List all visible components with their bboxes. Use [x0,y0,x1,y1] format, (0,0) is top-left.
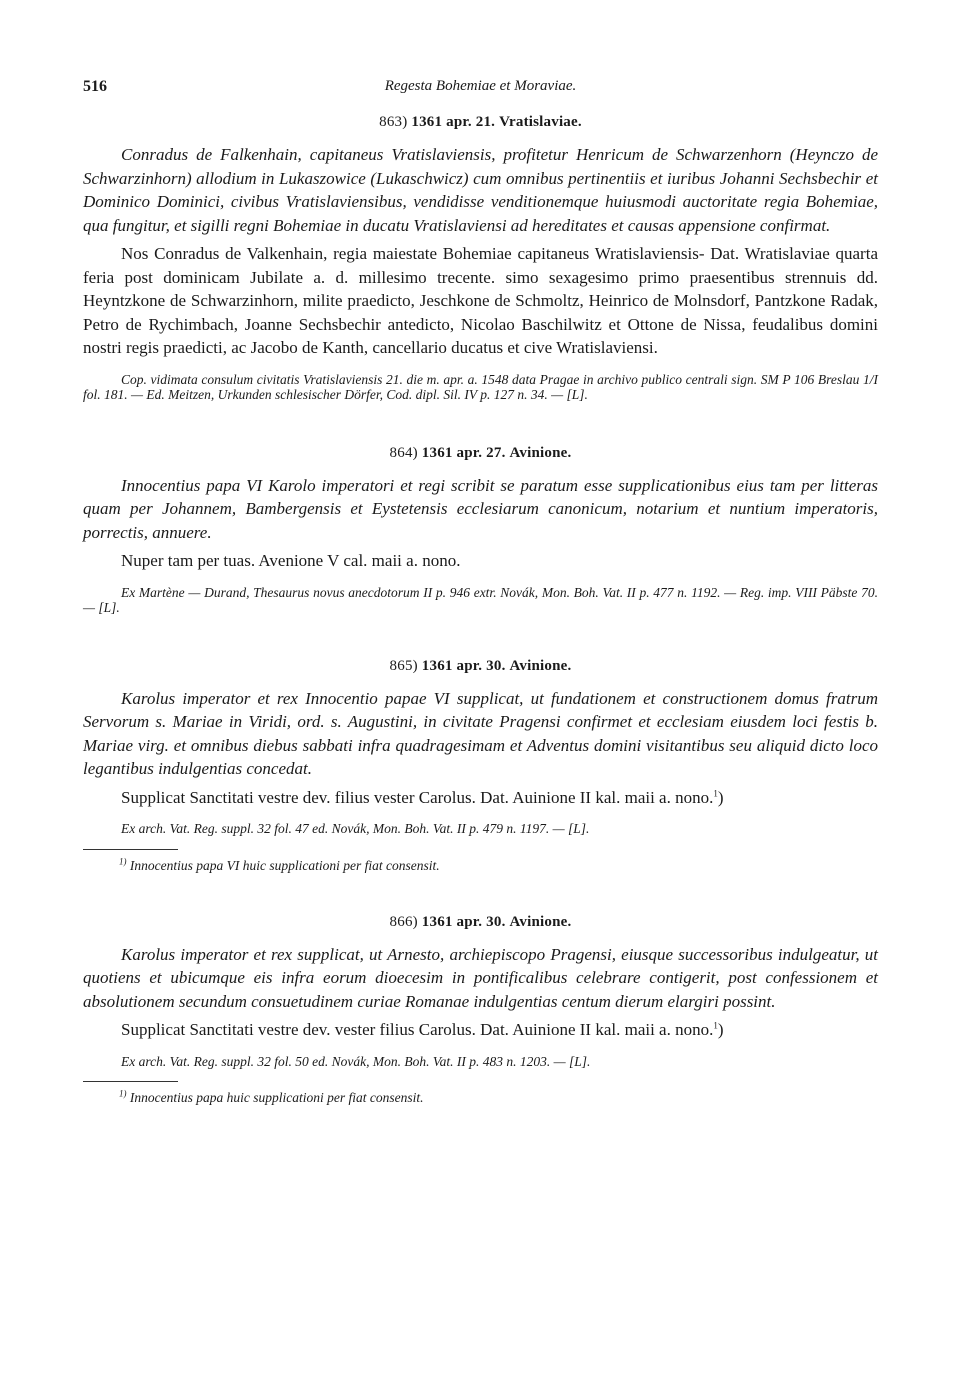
footnote [83,1081,878,1106]
entry-heading [83,914,878,931]
footnote [83,849,878,874]
entry-date: 1361 apr. 21. [411,114,496,130]
page-number: 516 [83,78,107,95]
entry-text: Nos Conradus de Valkenhain, regia maiestate Bohemiae capitaneus Wratislaviensis- Dat. Wratislaviae quarta feria post dominicam Jubilate a. d. millesimo trecente. simo sexagesimo primo praesentibus strennuis dd. Heyntzkone de Schwarzinhorn, milite praedicto, Jeschkone de Schmoltz, Heinrico de Molnsdorf, Pantzkone Radak, Petro de Rychimbach, Joanne Sechsbechir antedicto, Nicolao Baschilwitz et Ottone de Nissa, feudalibus domini nostri regis praedicti, ac Jacobo de Kanth, cancellario ducatus et cive Wratislaviensi. [83,244,878,357]
footnote-mark: 1) [119,1088,127,1099]
footnote-text: Innocentius papa huic supplicationi per fiat consensit. [129,1090,424,1105]
footnote-rule [83,1081,178,1082]
entry-number: 866) [389,913,418,930]
entry-date: 1361 apr. 30. [421,913,506,930]
entry-source: Ex arch. Vat. Reg. suppl. 32 fol. 50 ed. Novák, Mon. Boh. Vat. II p. 483 n. 1203. — [L]. [121,1053,591,1069]
entry-heading [83,445,878,462]
running-title: Regesta Bohemiae et Moraviae. [384,78,577,94]
entry-text-body: Supplicat Sanctitati vestre dev. filius vester Carolus. Dat. Auinione II kal. maii a. nono. [121,787,714,807]
document-page [83,72,878,1106]
entry-863 [83,114,878,403]
entry-date: 1361 apr. 27. [421,444,506,461]
entry-number: 864) [389,444,418,461]
entry-text: Supplicat Sanctitati vestre dev. vester filius Carolus. Dat. Auinione II kal. maii a. nono.$^1$) [121,1020,724,1039]
entry-date: 1361 apr. 30. [421,657,506,674]
entry-regest: Karolus imperator et rex supplicat, ut Arnesto, archiepiscopo Pragensi, eiusque successoribus indulgeatur, ut quotiens et ubicumque eis infra eorum dioecesim in pontificalibus celebrare contigerit, post confessionem et absolutionem secundum consuetudinem curiae Romanae indulgentias centum dierum elargiri possint. [83,944,878,1011]
page-header [83,72,878,106]
entry-regest: Innocentius papa VI Karolo imperatori et regi scribit se paratum esse supplicationibus eius tam per litteras quam per Johannem, Bambergensis et Eystetensis ecclesiarum canonicum, notarium et nuntium imperatoris, porrectis, annuere. [83,475,878,542]
entry-text: Nuper tam per tuas. Avenione V cal. maii a. nono. [121,551,461,570]
footnote-reference: 1 [713,1020,718,1031]
entry-865 [83,658,878,874]
entry-source: Ex arch. Vat. Reg. suppl. 32 fol. 47 ed. Novák, Mon. Boh. Vat. II p. 479 n. 1197. — [L]. [121,821,590,836]
entry-place: Avinione. [509,444,572,461]
entry-heading [83,658,878,675]
footnote-rule [83,849,178,850]
entry-text-body: Supplicat Sanctitati vestre dev. vester filius Carolus. Dat. Auinione II kal. maii a. nono. [121,1020,714,1039]
entry-text: Supplicat Sanctitati vestre dev. filius vester Carolus. Dat. Auinione II kal. maii a. nono.$^1$) [121,787,724,807]
entry-source: Cop. vidimata consulum civitatis Vratislaviensis 21. die m. apr. a. 1548 data Pragae in archivo publico centrali sign. SM P 106 Breslau 1/I fol. 181. — Ed. Meitzen, Urkunden schlesischer Dörfer, Cod. dipl. Sil. IV p. 127 n. 34. — [L]. [83,371,878,402]
footnote-reference: 1 [713,787,718,798]
entry-source: Ex Martène — Durand, Thesaurus novus anecdotorum II p. 946 extr. Novák, Mon. Boh. Vat. II p. 477 n. 1192. — Reg. imp. VIII Päbste 70. — [L]. [83,584,878,615]
entry-number: 863) [379,114,408,130]
footnote-text: Innocentius papa VI huic supplicationi per fiat consensit. [129,857,440,873]
entry-number: 865) [389,657,418,674]
entry-place: Vratislaviae. [499,114,582,130]
entry-heading [83,114,878,131]
entry-place: Avinione. [509,657,572,674]
entry-regest: Karolus imperator et rex Innocentio papae VI supplicat, ut fundationem et constructionem domus fratrum Servorum s. Mariae in Viridi, ord. s. Augustini, in civitate Pragensi confirmet et ecclesiam eiusdem loci festis b. Mariae virg. et omnibus diebus sabbati infra quadragesimam et Adventus domini visitantibus seu aliquid dicto loco legantibus indulgentias concedat. [83,688,878,778]
footnote-mark: 1) [119,856,127,866]
entry-866 [83,914,878,1107]
entry-regest: Conradus de Falkenhain, capitaneus Vratislaviensis, profitetur Henricum de Schwarzenhorn (Heynczo de Schwarzinhorn) allodium in Lukaszowice (Lukaschwicz) cum omnibus pertinentiis et iuribus Johanni Sechsbechir et Dominico Dominici, civibus Vratislaviensibus, vendidisse venditionemque huiusmodi auctoritate regia Bohemiae, qua fungitur, et sigilli regni Bohemiae in ducatu Vratislaviensi ad hereditates et causas appensione confirmat. [83,145,878,235]
entry-864 [83,445,878,616]
entry-place: Avinione. [509,913,572,930]
